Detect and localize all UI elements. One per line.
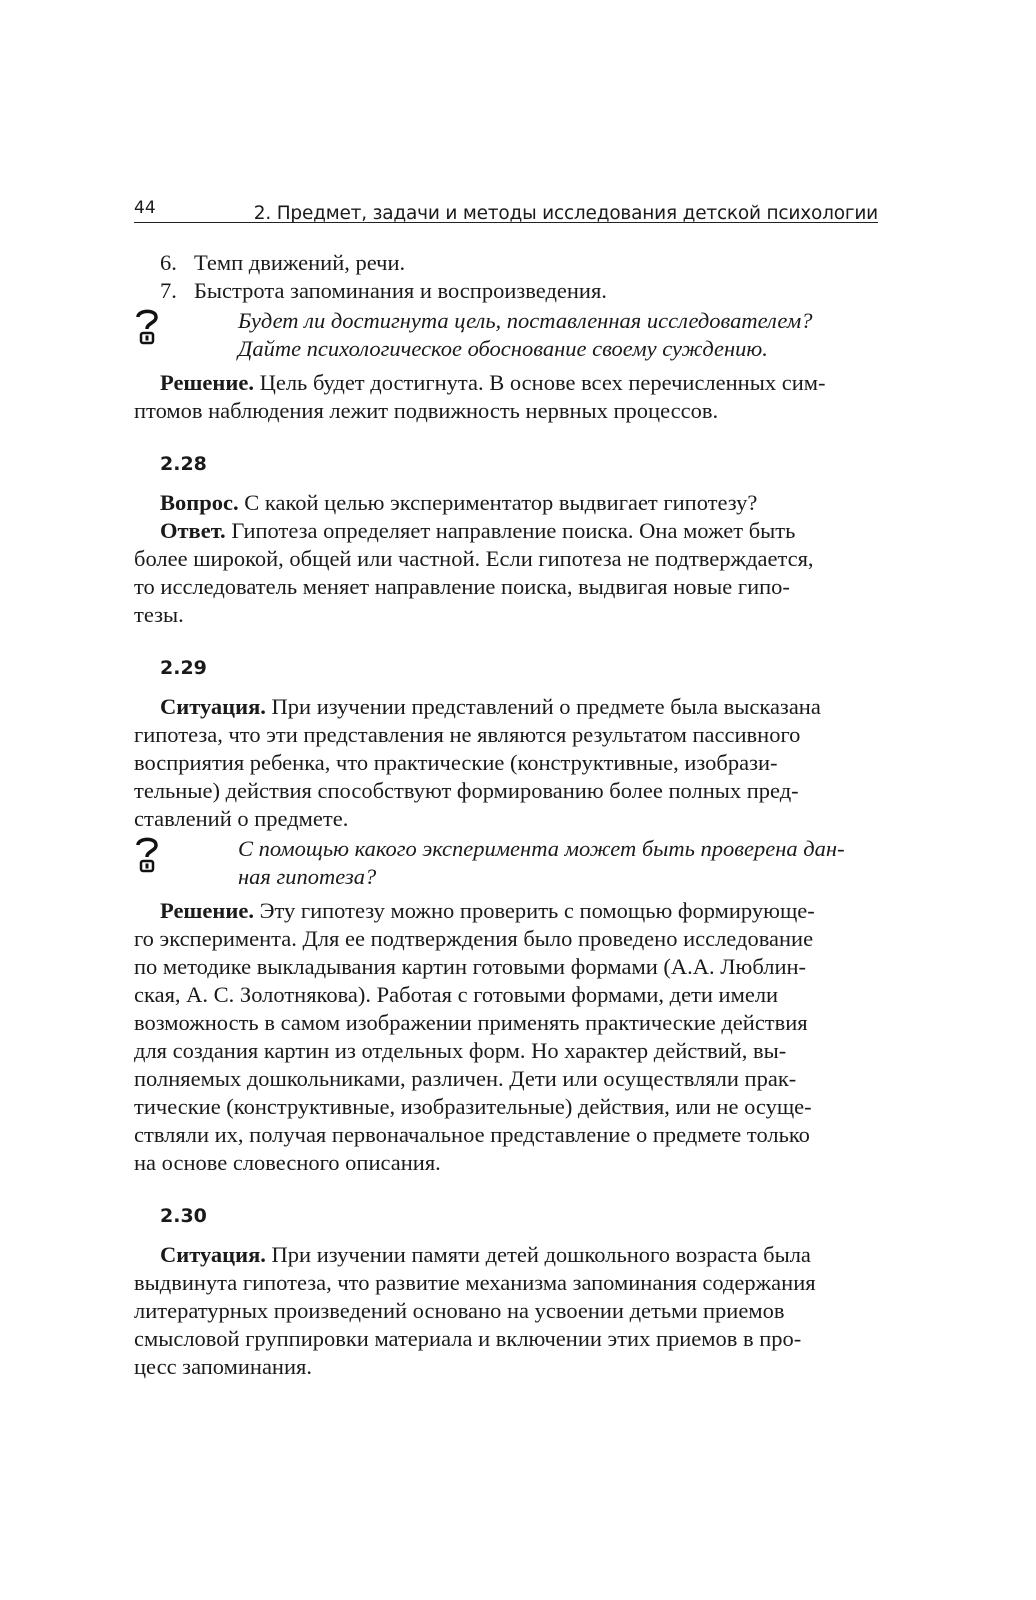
question-line: Будет ли достигнута цель, поставленная исследователем? [238,308,813,333]
question-paragraph [134,489,878,517]
solution-text: полняемых дошкольниками, различен. Дети или осуществляли прак- [134,1066,797,1091]
solution-text: тические (конструктивные, изобразительные) действия, или не осуще- [134,1094,812,1119]
list-item [134,249,878,277]
solution-label: Решение. [160,898,254,923]
question-block [134,307,878,363]
question-mark-icon [134,307,160,345]
answer-text: тезы. [134,602,184,627]
solution-text: на основе словесного описания. [134,1150,441,1175]
question-line: С помощью какого эксперимента может быть проверена дан- [238,836,845,861]
list-item-number: 7. [160,278,177,303]
solution-text: возможность в самом изображении применять практические действия [134,1010,808,1035]
section-number: 2.28 [160,453,207,475]
solution-text: го эксперимента. Для ее подтверждения было проведено исследование [134,926,814,951]
situation-text: При изучении представлений о предмете была высказана [265,694,821,719]
situation-text: При изучении памяти детей дошкольного возраста была [265,1242,811,1267]
list-item [134,277,878,305]
book-page [134,190,878,1381]
solution-paragraph [134,897,878,1177]
answer-text: то исследователь меняет направление поиска, выдвигая новые гипо- [134,574,790,599]
page-number: 44 [134,198,156,218]
solution-text: ствляли их, получая первоначальное представление о предмете только [134,1122,810,1147]
question-line: ная гипотеза? [238,864,377,889]
solution-text: птомов наблюдения лежит подвижность нервных процессов. [134,398,719,423]
list-item-text: Быстрота запоминания и воспроизведения. [194,278,607,303]
situation-text: восприятия ребенка, что практические (конструктивные, изобрази- [134,750,778,775]
answer-label: Ответ. [160,518,226,543]
situation-paragraph [134,1241,878,1381]
answer-paragraph [134,517,878,629]
list-item-text: Темп движений, речи. [194,250,406,275]
question-label: Вопрос. [160,490,239,515]
situation-text: гипотеза, что эти представления не являются результатом пассивного [134,722,801,747]
situation-text: ставлений о предмете. [134,806,349,831]
solution-label: Решение. [160,370,254,395]
situation-text: тельные) действия способствуют формированию более полных пред- [134,778,799,803]
running-head: 2. Предмет, задачи и методы исследования детской психологии [253,203,878,224]
solution-text: ская, А. С. Золотнякова). Работая с готовыми формами, дети имели [134,982,779,1007]
situation-text: литературных произведений основано на усвоении детьми приемов [134,1298,785,1323]
question-block [134,835,878,891]
numbered-list [134,249,878,305]
solution-text: Эту гипотезу можно проверить с помощью формирующе- [253,898,815,923]
situation-text: смысловой группировки материала и включении этих приемов в про- [134,1326,802,1351]
solution-text: по методике выкладывания картин готовыми формами (А.А. Люблин- [134,954,807,979]
situation-text: выдвинута гипотеза, что развитие механизма запоминания содержания [134,1270,816,1295]
solution-paragraph [134,369,878,425]
solution-text: для создания картин из отдельных форм. Но характер действий, вы- [134,1038,787,1063]
section-number: 2.29 [160,657,207,679]
answer-text: Гипотеза определяет направление поиска. Она может быть [225,518,796,543]
situation-text: цесс запоминания. [134,1354,312,1379]
solution-text: Цель будет достигнута. В основе всех перечисленных сим- [253,370,826,395]
page-header [134,190,878,223]
section-number: 2.30 [160,1205,207,1227]
answer-text: более широкой, общей или частной. Если гипотеза не подтверждается, [134,546,814,571]
situation-label: Ситуация. [160,694,266,719]
situation-label: Ситуация. [160,1242,266,1267]
question-line: Дайте психологическое обоснование своему суждению. [238,336,768,361]
question-text: С какой целью экспериментатор выдвигает гипотезу? [238,490,758,515]
question-mark-icon [134,835,160,873]
situation-paragraph [134,693,878,833]
list-item-number: 6. [160,250,177,275]
